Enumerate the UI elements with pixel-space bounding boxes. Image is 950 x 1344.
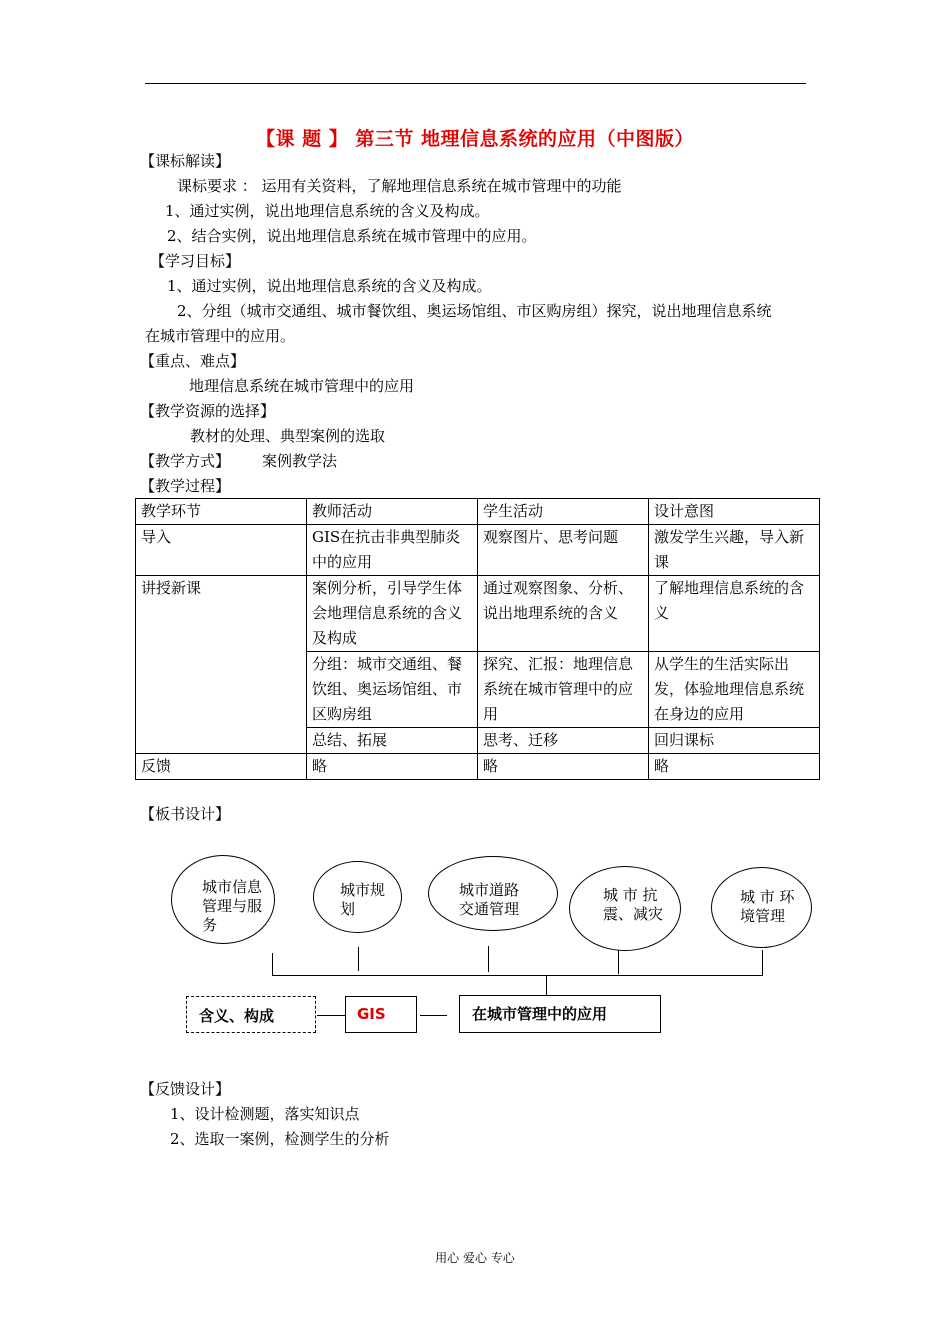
table-row: [136, 576, 820, 652]
table-header: 设计意图: [649, 499, 820, 525]
table-header: 学生活动: [478, 499, 649, 525]
table-cell: 略: [649, 754, 820, 780]
diagram-connector: [317, 1015, 345, 1016]
table-cell: 讲授新课: [136, 576, 307, 754]
diagram-connector: [358, 947, 359, 971]
feedback-heading: 【反馈设计】: [140, 1080, 231, 1098]
diagram-connector: [272, 953, 273, 975]
diagram-ellipse-planning: [313, 861, 402, 933]
method-heading: 【教学方式】: [140, 452, 231, 470]
table-row: [136, 525, 820, 576]
diagram-ellipse-label: 城 市 抗震、减灾: [603, 886, 664, 923]
diagram-ellipse-traffic: [428, 856, 558, 931]
goals-item-1: 1、通过实例，说出地理信息系统的含义及构成。: [167, 277, 492, 295]
diagram-box-meaning: 含义、构成: [186, 996, 316, 1033]
diagram-connector: [488, 946, 489, 972]
table-header: 教学环节: [136, 499, 307, 525]
curriculum-item-2: 2、结合实例，说出地理信息系统在城市管理中的应用。: [167, 227, 537, 245]
resource-text: 教材的处理、典型案例的选取: [190, 427, 386, 445]
resource-heading: 【教学资源的选择】: [140, 402, 276, 420]
table-cell: 从学生的生活实际出发，体验地理信息系统在身边的应用: [649, 652, 820, 728]
diagram-connector: [618, 950, 619, 974]
diagram-ellipse-label: 城 市 环境管理: [740, 888, 795, 925]
page-footer: 用心 爱心 专心: [435, 1251, 515, 1265]
table-cell: 总结、拓展: [307, 728, 478, 754]
goals-item-2a: 2、分组（城市交通组、城市餐饮组、奥运场馆组、市区购房组）探究，说出地理信息系统: [177, 302, 772, 320]
table-cell: 通过观察图象、分析、说出地理系统的含义: [478, 576, 649, 652]
table-cell: 探究、汇报：地理信息系统在城市管理中的应用: [478, 652, 649, 728]
diagram-connector: [546, 975, 547, 996]
feedback-item-1: 1、设计检测题，落实知识点: [170, 1105, 360, 1123]
table-cell: 了解地理信息系统的含义: [649, 576, 820, 652]
diagram-ellipse-label: 城市道路交通管理: [459, 881, 520, 918]
table-cell: 观察图片、思考问题: [478, 525, 649, 576]
diagram-connector: [762, 950, 763, 975]
curriculum-requirement: 课标要求 ： 运用有关资料，了解地理信息系统在城市管理中的功能: [177, 177, 622, 195]
curriculum-heading: 【课标解读】: [140, 152, 231, 170]
header-rule: [145, 83, 806, 84]
table-cell: 激发学生兴趣，导入新课: [649, 525, 820, 576]
diagram-ellipse-info-service: [171, 855, 275, 944]
table-row: [136, 754, 820, 780]
key-text: 地理信息系统在城市管理中的应用: [189, 377, 415, 395]
method-text: 案例教学法: [262, 452, 338, 470]
diagram-ellipse-label: 城市信息管理与服务: [202, 878, 263, 934]
table-cell: 分组：城市交通组、餐饮组、奥运场馆组、市区购房组: [307, 652, 478, 728]
goals-heading: 【学习目标】: [150, 252, 241, 270]
table-cell: 略: [478, 754, 649, 780]
diagram-connector-horizontal: [272, 975, 763, 976]
table-cell: 思考、迁移: [478, 728, 649, 754]
table-cell: 反馈: [136, 754, 307, 780]
table-cell: 略: [307, 754, 478, 780]
diagram-connector: [420, 1015, 447, 1016]
process-heading: 【教学过程】: [140, 477, 231, 495]
goals-item-2b: 在城市管理中的应用。: [145, 327, 296, 345]
table-cell: 案例分析，引导学生体会地理信息系统的含义及构成: [307, 576, 478, 652]
curriculum-item-1: 1、通过实例，说出地理信息系统的含义及构成。: [165, 202, 490, 220]
diagram-box-gis: GIS: [345, 996, 417, 1033]
table-header-row: [136, 499, 820, 525]
diagram-ellipse-disaster: [569, 866, 681, 951]
table-header: 教师活动: [307, 499, 478, 525]
table-cell: GIS在抗击非典型肺炎中的应用: [307, 525, 478, 576]
diagram-box-application: 在城市管理中的应用: [459, 995, 661, 1033]
board-heading: 【板书设计】: [140, 805, 231, 823]
diagram-ellipse-label: 城市规划: [340, 881, 386, 918]
feedback-item-2: 2、选取一案例，检测学生的分析: [170, 1130, 390, 1148]
process-table: [135, 498, 820, 780]
page-title: 【课 题 】 第三节 地理信息系统的应用（中图版）: [256, 128, 694, 150]
diagram-ellipse-environment: [711, 867, 812, 948]
table-cell: 回归课标: [649, 728, 820, 754]
table-cell: 导入: [136, 525, 307, 576]
key-heading: 【重点、难点】: [140, 352, 246, 370]
